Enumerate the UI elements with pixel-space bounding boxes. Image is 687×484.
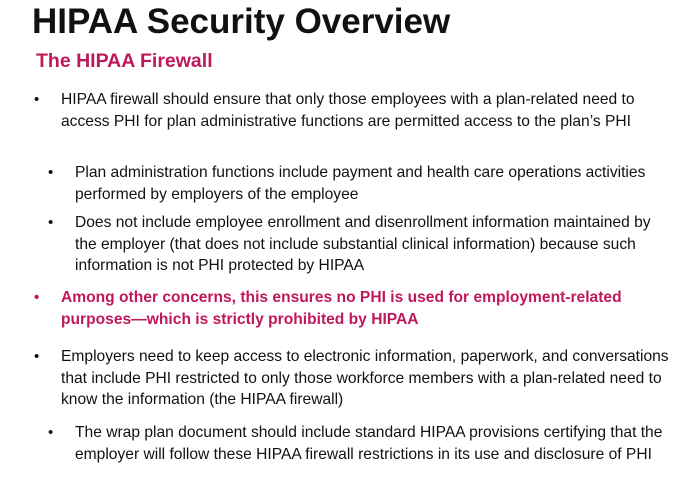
- sub-bullet-item: [48, 162, 675, 205]
- bullet-text: Employers need to keep access to electronic information, paperwork, and conversations that include PHI restricted to only those workforce members with a plan-related need to know the information (the HIPAA firewall): [61, 348, 669, 408]
- bullet-dot: •: [34, 91, 40, 108]
- emphasis-bullet-item: [34, 287, 671, 330]
- bullet-text: Among other concerns, this ensures no PHI is used for employment-related purposes—which is strictly prohibited by HIPAA: [61, 289, 622, 328]
- slide-title: HIPAA Security Overview: [32, 2, 451, 41]
- sub-bullet-item: [48, 422, 675, 465]
- bullet-dot: •: [48, 164, 54, 181]
- bullet-item: [34, 89, 671, 132]
- sub-bullet-item: [48, 212, 675, 277]
- bullet-text: Plan administration functions include payment and health care operations activities performed by employers of the employee: [75, 164, 646, 203]
- bullet-dot: •: [48, 424, 54, 441]
- bullet-dot: •: [48, 214, 54, 231]
- bullet-dot: •: [34, 289, 40, 306]
- slide-subtitle: The HIPAA Firewall: [36, 50, 213, 72]
- bullet-item: [34, 346, 671, 411]
- bullet-text: HIPAA firewall should ensure that only those employees with a plan-related need to access PHI for plan administrative functions are permitted access to the plan’s PHI: [61, 91, 635, 130]
- bullet-text: The wrap plan document should include standard HIPAA provisions certifying that the employer will follow these HIPAA firewall restrictions in its use and disclosure of PHI: [75, 424, 663, 463]
- bullet-dot: •: [34, 348, 40, 365]
- bullet-text: Does not include employee enrollment and disenrollment information maintained by the employer (that does not include substantial clinical information) because such information is not PHI protected by HIPAA: [75, 214, 651, 274]
